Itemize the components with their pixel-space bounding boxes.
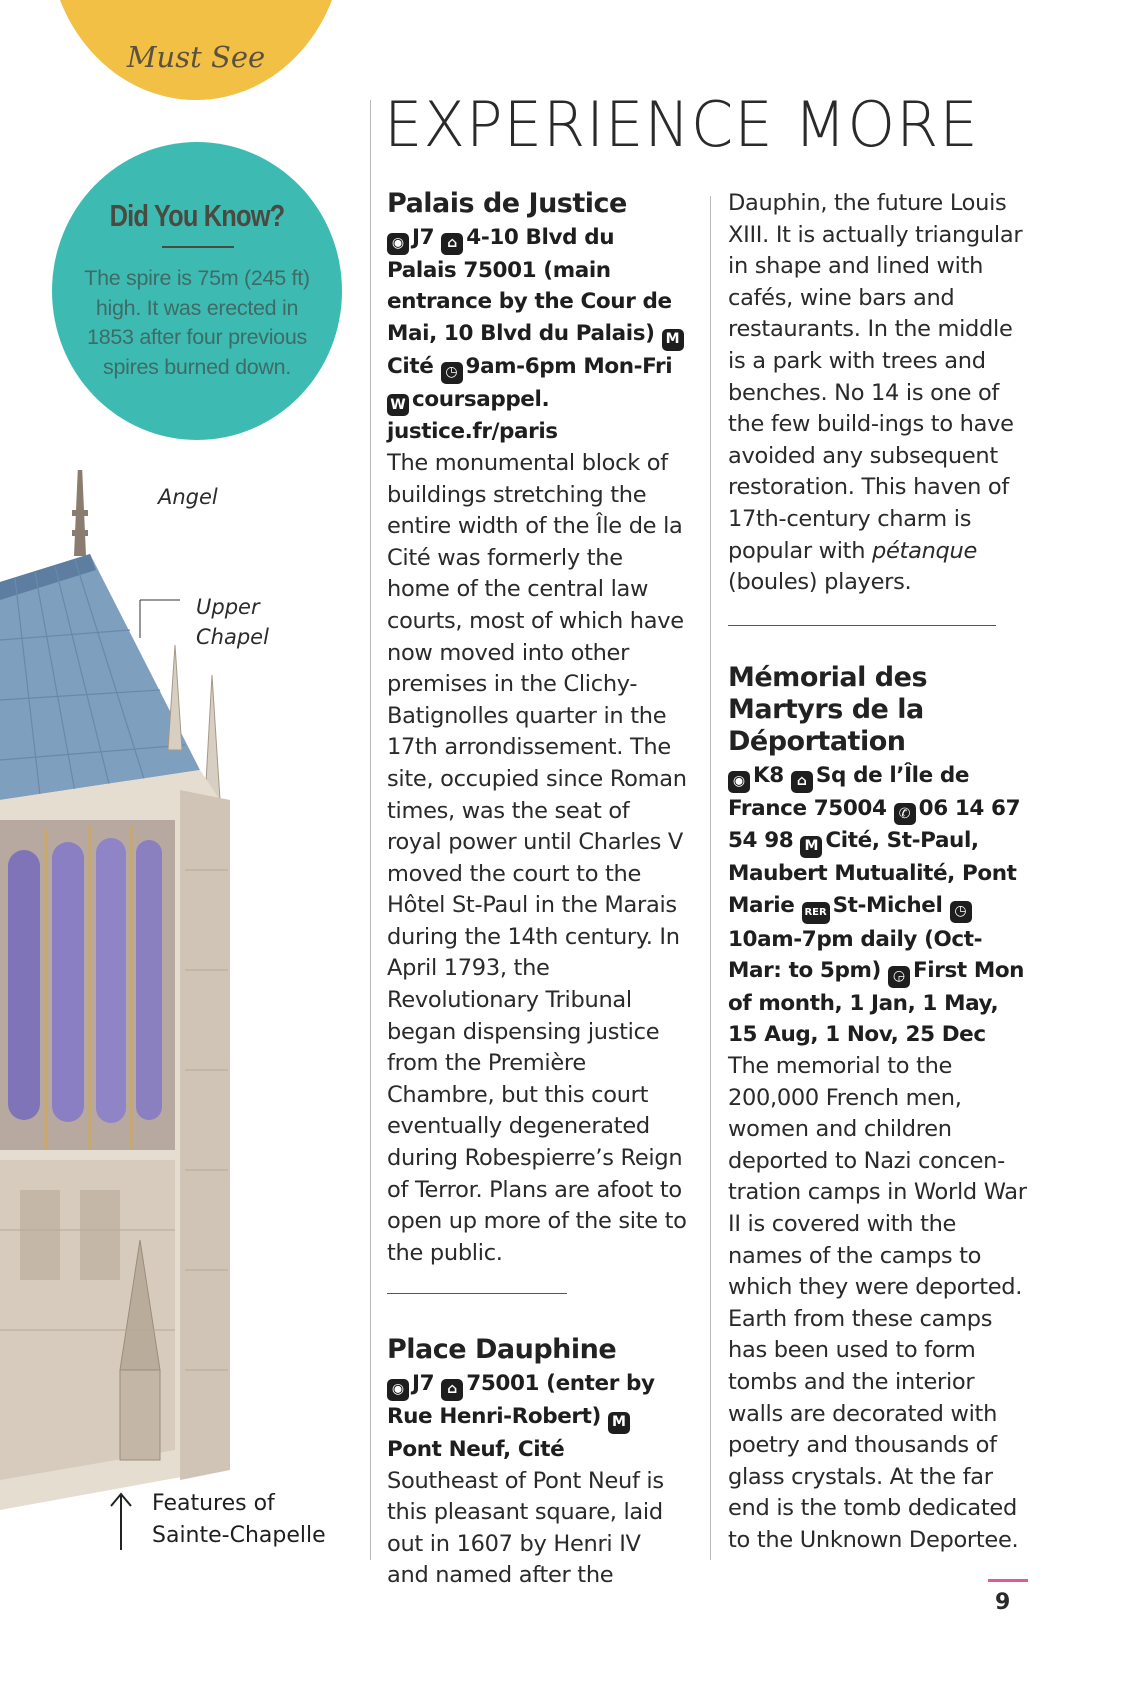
metro-icon: M xyxy=(608,1412,630,1434)
entry-title-palais: Palais de Justice xyxy=(387,188,627,219)
entry-title-memorial: Mémorial des Martyrs de la Déportation xyxy=(728,661,928,757)
caption-line: Features of xyxy=(152,1491,275,1516)
column-rule xyxy=(710,196,711,1560)
must-see-label: Must See xyxy=(126,40,266,74)
entry-title-dauphine: Place Dauphine xyxy=(387,1334,617,1366)
sainte-chapelle-illustration xyxy=(0,470,320,1510)
metro-icon: M xyxy=(800,836,822,858)
entry-body-palais: The monumental block of buildings stretching the entire width of the Île de la Cité was formerly the home of the central law courts, most of which have now moved into other premises in the Clichy-Batignolles quarter in the 17th arrondissement. The site, occupied since Roman times, was the seat of royal power until Charles V moved the court to the Hôtel St-Paul in the Marais during the 14th century. In April 1793, the Revolutionary Tribunal began dispensing justice from the Première Chambre, but this court eventually degenerated during Robespierre’s Reign of Terror. Plans are afoot to open up more of the site to the public. xyxy=(387,449,687,1266)
column-2 xyxy=(728,188,1028,1557)
caption-line: Sainte-Chapelle xyxy=(152,1523,326,1548)
address-icon: ⌂ xyxy=(441,233,463,255)
page-number: 9 xyxy=(995,1590,1011,1615)
address-icon: ⌂ xyxy=(791,771,813,793)
entry-divider xyxy=(387,1293,567,1294)
clock-icon: ◷ xyxy=(441,362,463,384)
section-title: EXPERIENCE MORE xyxy=(384,88,979,161)
metro-icon: M xyxy=(662,329,684,351)
map-pin-icon: ◉ xyxy=(387,1379,409,1401)
address-icon: ⌂ xyxy=(441,1379,463,1401)
map-pin-icon: ◉ xyxy=(387,233,409,255)
entry-body-dauphine-continued: Dauphin, the future Louis XIII. It is actually triangular in shape and lined with cafés, wine bars and restaurants. In the middle is a park with trees and benches. No 14 is one of the few build-ings to have avoided any subsequent restoration. This haven of 17th-century charm is popular with pétanque (boules) players. xyxy=(728,190,1023,596)
clock-icon: ◷ xyxy=(950,901,972,923)
entry-divider xyxy=(728,625,996,626)
closed-icon: ◶ xyxy=(888,966,910,988)
entry-body-dauphine: Southeast of Pont Neuf is this pleasant square, laid out in 1607 by Henri IV and named after the xyxy=(387,1467,664,1589)
entry-info-dauphine: ◉ J7 ⌂ 75001 (enter by Rue Henri-Robert) MPont Neuf, Cité xyxy=(387,1371,655,1462)
map-pin-icon: ◉ xyxy=(728,771,750,793)
callout-angel: Angel xyxy=(158,485,218,509)
page-number-accent xyxy=(988,1579,1028,1582)
did-you-know-rule xyxy=(162,246,234,248)
did-you-know-bubble xyxy=(52,142,342,440)
web-icon: W xyxy=(387,394,409,416)
column-1 xyxy=(387,188,687,1592)
column-rule xyxy=(370,100,371,1560)
must-see-badge xyxy=(48,0,344,100)
rer-icon: RER xyxy=(802,902,830,924)
arrow-up-icon xyxy=(110,1492,132,1550)
phone-icon: ✆ xyxy=(894,803,916,825)
callout-upper-chapel: Upper Chapel xyxy=(196,595,269,649)
did-you-know-text: The spire is 75m (245 ft) high. It was erected in 1853 after four previous spires burned down. xyxy=(84,266,310,379)
did-you-know-title: Did You Know? xyxy=(109,198,285,233)
entry-body-memorial: The memorial to the 200,000 French men, women and children deported to Nazi concen-tration camps in World War II is covered with the names of the camps to which they were deported. Earth from these camps has been used to form tombs and the interior walls are decorated with poetry and thousands of glass crystals. At the far end is the tomb dedicated to the Unknown Deportee. xyxy=(728,1053,1027,1553)
entry-info-memorial: ◉ K8 ⌂ Sq de l’Île de France 75004 ✆ 06 14 67 54 98 M Cité, St-Paul, Maubert Mutualité, Pont Marie RER St-Michel ◷10am-7pm daily (Oct-Mar: to 5pm) ◶ First Mon of month, 1 Jan, 1 May, 15 Aug, 1 Nov, 25 Dec xyxy=(728,762,1025,1048)
entry-info-palais: ◉ J7 ⌂ 4-10 Blvd du Palais 75001 (main entrance by the Cour de Mai, 10 Blvd du Palais) MCité ◷ 9am-6pm Mon-Fri W coursappel. justice.fr/paris xyxy=(387,222,687,448)
